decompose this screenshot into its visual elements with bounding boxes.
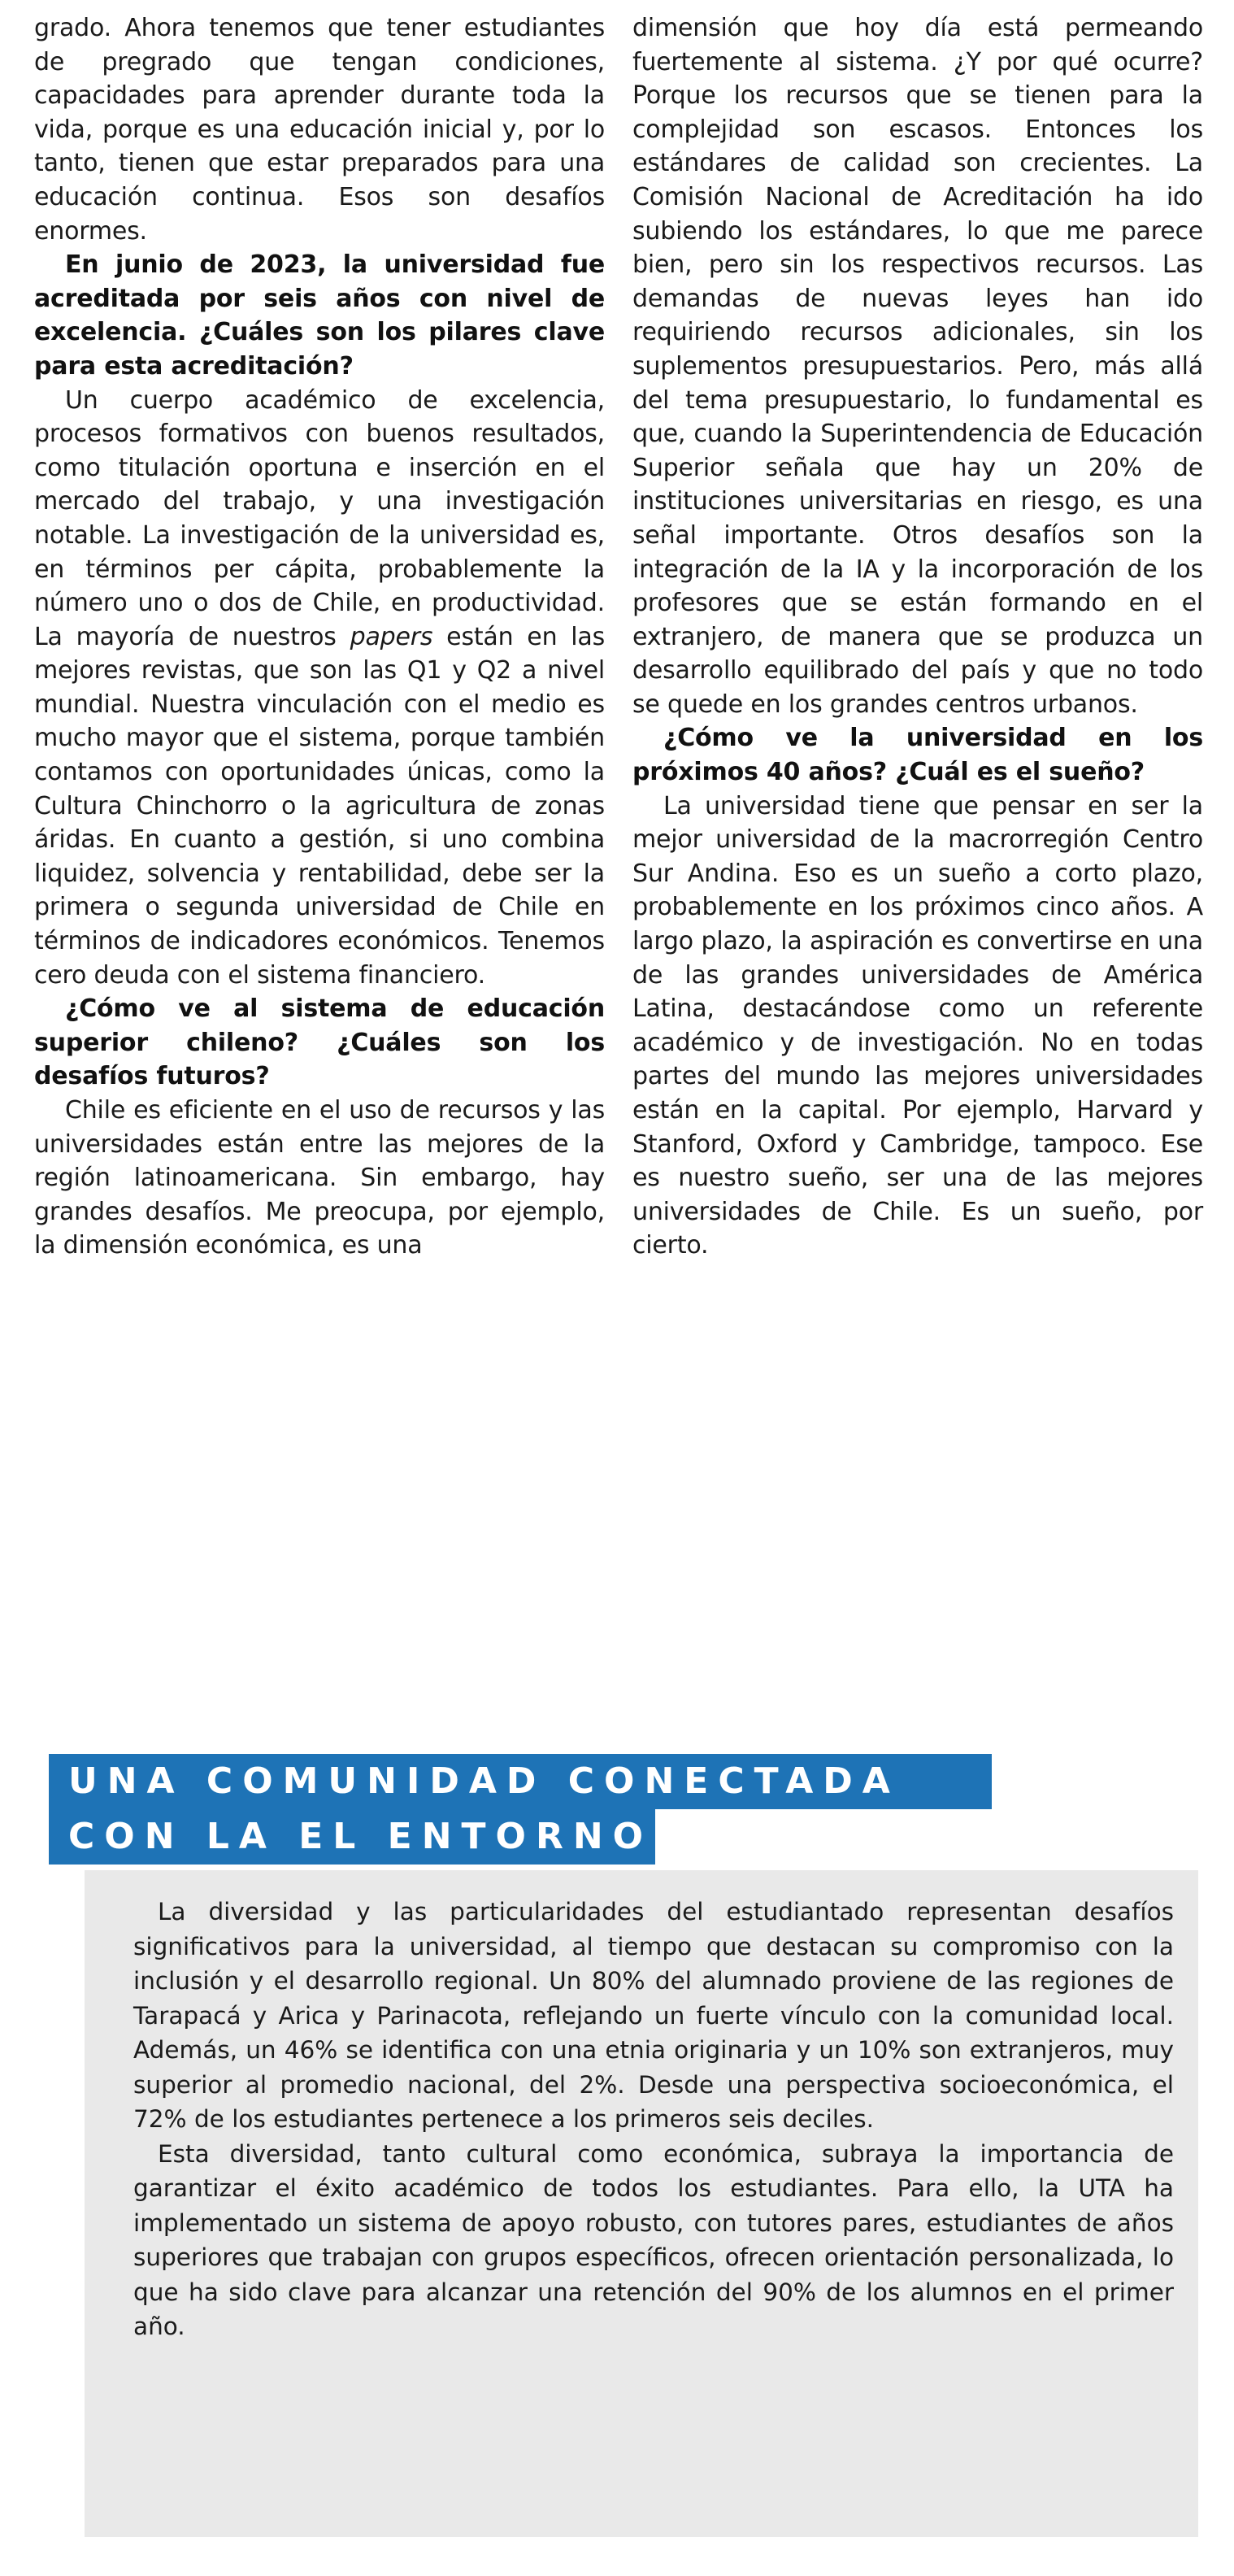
banner-title-line-2: CON LA EL ENTORNO <box>49 1809 655 1865</box>
box-paragraph: Esta diversidad, tanto cultural como económica, subraya la importancia de garantizar el éxito académico de todos los estudiantes. Para ello, la UTA ha implementado un sistema de apoyo robusto, con tutores pares, estudiantes de años superiores que trabajan con grupos específicos, ofrecen orientación personalizada, lo que ha sido clave para alcanzar una retención del 90% de los alumnos en el primer año. <box>133 2139 1174 2340</box>
emphasis-text: papers <box>350 622 433 651</box>
left-column <box>34 11 605 1735</box>
interview-question: En junio de 2023, la universidad fue acreditada por seis años con nivel de excelencia. ¿Cuáles son los pilares clave para esta acreditación? <box>34 250 605 381</box>
section-banner <box>49 1754 992 1876</box>
paragraph-text: Un cuerpo académico de excelencia, procesos formativos con buenos resultados, como titulación oportuna e inserción en el mercado del trabajo, y una investigación notable. La investigación de la universidad es, en términos per cápita, probablemente la número uno o dos de Chile, en productividad. La mayoría de nuestros <box>34 385 605 651</box>
sidebar-box <box>85 1870 1198 2537</box>
box-paragraph: La diversidad y las particularidades del estudiantado representan desafíos significativos para la universidad, al tiempo que destacan su compromiso con la inclusión y el desarrollo regional. Un 80% del alumnado proviene de las regiones de Tarapacá y Arica y Parinacota, reflejando un fuerte vínculo con la comunidad local. Además, un 46% se identifica con una etnia originaria y un 10% son extranjeros, muy superior al promedio nacional, del 2%. Desde una perspectiva socioeconómica, el 72% de los estudiantes pertenece a los primeros seis deciles. <box>133 1898 1174 2133</box>
paragraph: grado. Ahora tenemos que tener estudiantes de pregrado que tengan condiciones, capacidades para aprender durante toda la vida, porque es una educación inicial y, por lo tanto, tienen que estar preparados para una educación continua. Esos son desafíos enormes. <box>34 14 605 246</box>
paragraph: La universidad tiene que pensar en ser la mejor universidad de la macrorregión Centro Sur Andina. Eso es un sueño a corto plazo, probablemente en los próximos cinco años. A largo plazo, la aspiración es convertirse en una de las grandes universidades de América Latina, destacándose como un referente académico y de investigación. No en todas partes del mundo las mejores universidades están en la capital. Por ejemplo, Harvard y Stanford, Oxford y Cambridge, tampoco. Ese es nuestro sueño, ser una de las mejores universidades de Chile. Es un sueño, por cierto. <box>632 791 1203 1260</box>
right-column <box>632 11 1203 1735</box>
interview-question: ¿Cómo ve al sistema de educación superior chileno? ¿Cuáles son los desafíos futuros? <box>34 994 605 1091</box>
paragraph <box>34 384 605 993</box>
paragraph: dimensión que hoy día está permeando fuertemente al sistema. ¿Y por qué ocurre? Porque los recursos que se tienen para la complejidad son escasos. Entonces los estándares de calidad son crecientes. La Comisión Nacional de Acreditación ha ido subiendo los estándares, lo que me parece bien, pero sin los respectivos recursos. Las demandas de nuevas leyes han ido requiriendo recursos adicionales, sin los suplementos presupuestarios. Pero, más allá del tema presupuestario, lo fundamental es que, cuando la Superintendencia de Educación Superior señala que hay un 20% de instituciones universitarias en riesgo, es una señal importante. Otros desafíos son la integración de la IA y la incorporación de los profesores que se están formando en el extranjero, de manera que se produzca un desarrollo equilibrado del país y que no todo se quede en los grandes centros urbanos. <box>632 14 1203 719</box>
sidebar-box-text <box>133 1895 1174 2344</box>
banner-title-line-1: UNA COMUNIDAD CONECTADA <box>49 1754 992 1809</box>
paragraph: Chile es eficiente en el uso de recursos y las universidades están entre las mejores de la región latinoamericana. Sin embargo, hay grandes desafíos. Me preocupa, por ejemplo, la dimensión económica, es una <box>34 1096 605 1260</box>
paragraph-text: están en las mejores revistas, que son las Q1 y Q2 a nivel mundial. Nuestra vinculación con el medio es mucho mayor que el sistema, porque también contamos con oportunidades únicas, como la Cultura Chinchorro o la agricultura de zonas áridas. En cuanto a gestión, si uno combina liquidez, solvencia y rentabilidad, debe ser la primera o segunda universidad de Chile en términos de indicadores económicos. Tenemos cero deuda con el sistema financiero. <box>34 622 606 990</box>
interview-question: ¿Cómo ve la universidad en los próximos 40 años? ¿Cuál es el sueño? <box>632 724 1203 787</box>
article-columns <box>34 11 1203 1735</box>
